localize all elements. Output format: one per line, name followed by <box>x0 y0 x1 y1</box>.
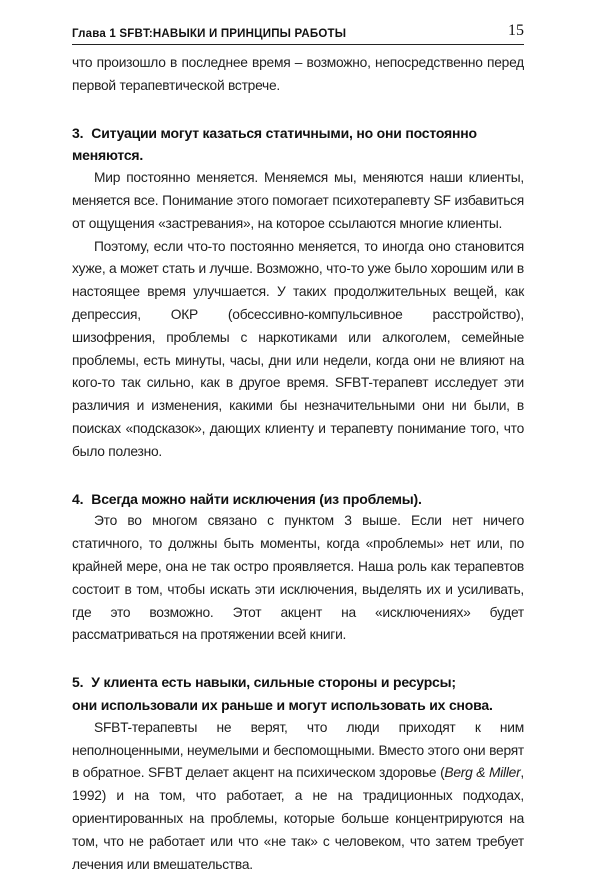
section-3-paragraph-2: Поэтому, если что-то постоянно меняется, то иногда оно становится хуже, а может стать и лучше. Возможно, что-то уже было хорошим или в настоящее время улучшается. У таких продолжительных вещей, как депрессия, ОКР (обсессивно-компульсивное расстройство), шизофрения, проблемы с наркотиками или алкоголем, семейные проблемы, есть минуты, часы, дни или недели, когда они не влияют на кого-то так сильно, как в другое время. SFBT-терапевт исследует эти различия и изменения, какими бы незначительными они ни были, в поисках «подсказок», дающих клиенту и терапевту понимание того, что было полезно. <box>72 238 524 459</box>
section-4-heading <box>72 488 524 511</box>
section-5-heading-line-1 <box>72 671 524 694</box>
chapter-title: Глава 1 SFBT:НАВЫКИ И ПРИНЦИПЫ РАБОТЫ <box>72 28 347 40</box>
citation-authors: Berg & Miller <box>444 765 521 781</box>
running-header <box>72 22 524 45</box>
section-3-number: 3. <box>72 124 84 141</box>
intro-paragraph: что произошло в последнее время – возможно, непосредственно перед первой терапевтической встрече. <box>72 55 524 93</box>
section-5-heading <box>72 671 524 717</box>
page-body <box>72 52 524 876</box>
section-3-heading-text-2: меняются. <box>72 147 144 164</box>
section-5-paragraph-1 <box>72 717 524 876</box>
section-5-text-before-citation: SFBT-терапевты не верят, что люди приходят к ним неполноценными, неумелыми и беспомощными. Вместо этого они верят в обратное. SFBT делает акцент на психическом здоровье ( <box>72 719 524 781</box>
section-3-heading <box>72 122 524 168</box>
section-3-heading-line-1 <box>72 122 524 145</box>
section-5-heading-text-2: они использовали их раньше и могут использовать их снова. <box>72 696 493 713</box>
section-4-heading-text-1: Всегда можно найти исключения (из проблемы). <box>91 490 422 507</box>
section-4-number: 4. <box>72 490 84 507</box>
section-5-heading-text-1: У клиента есть навыки, сильные стороны и ресурсы; <box>91 674 456 691</box>
section-4-heading-line-1 <box>72 488 524 511</box>
section-3-paragraph-1: Мир постоянно меняется. Меняемся мы, меняются наши клиенты, меняется все. Понимание этого помогает психотерапевту SF избавиться от ощущения «застревания», на которое ссылаются многие клиенты. <box>72 170 524 231</box>
section-4-paragraph-1: Это во многом связано с пунктом 3 выше. Если нет ничего статичного, то должны быть моменты, когда «проблемы» нет или, по крайней мере, она не так остро проявляется. Наша роль как терапевтов состоит в том, чтобы искать эти исключения, выделять их и усиливать, где это возможно. Этот акцент на «исключениях» будет рассматриваться на протяжении всей книги. <box>72 513 524 643</box>
section-5-number: 5. <box>72 674 84 691</box>
section-5-text-after-citation: , 1992) и на том, что работает, а не на традиционных подходах, ориентированных на проблемы, которые больше концентрируются на том, что не работает или что «не так» с человеком, что затем требует лечения или вмешательства. <box>72 765 525 872</box>
page-number: 15 <box>508 22 524 39</box>
section-3-heading-text-1: Ситуации могут казаться статичными, но они постоянно <box>91 124 477 141</box>
